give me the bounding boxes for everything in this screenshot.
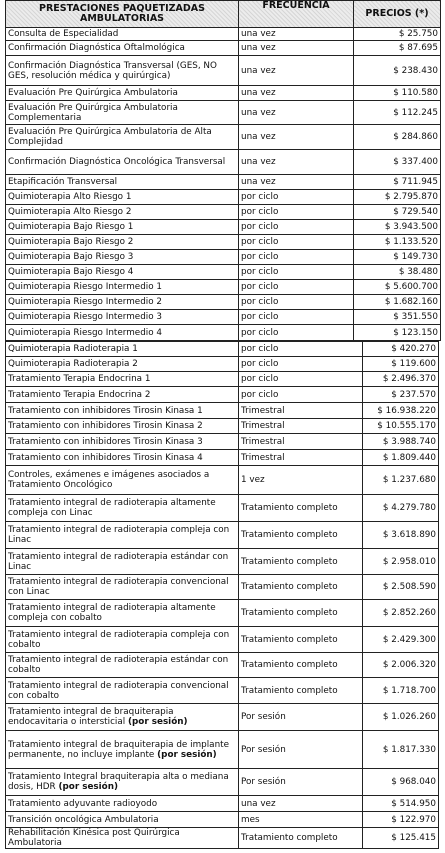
table-row bbox=[6, 769, 439, 796]
prestacion-name: Consulta de Especialidad bbox=[8, 29, 119, 39]
prestacion-name: Etapificación Transversal bbox=[8, 177, 118, 187]
prestacion-cell bbox=[6, 522, 239, 549]
prestacion-name: Tratamiento integral de radioterapia convencional con cobalto bbox=[8, 680, 229, 701]
prestacion-cell bbox=[6, 101, 239, 125]
frecuencia-cell: por ciclo bbox=[239, 280, 354, 295]
prestacion-cell bbox=[6, 653, 239, 678]
table-row bbox=[6, 403, 439, 419]
prestacion-name: Tratamiento Terapia Endocrina 1 bbox=[8, 374, 151, 384]
precio-cell: $ 2.006.320 bbox=[363, 653, 439, 678]
frecuencia-cell: por ciclo bbox=[239, 190, 354, 205]
prestacion-cell bbox=[6, 828, 239, 849]
prestacion-name: Rehabilitación Kinésica post Quirúrgica Ambulatoria bbox=[8, 828, 180, 848]
prestacion-cell bbox=[6, 342, 239, 357]
table-row bbox=[6, 125, 441, 150]
table-row bbox=[6, 600, 439, 627]
precio-cell: $ 1.718.700 bbox=[363, 678, 439, 704]
frecuencia-cell: Trimestral bbox=[239, 419, 363, 434]
prestacion-name: Quimioterapia Bajo Riesgo 1 bbox=[8, 222, 134, 232]
frecuencia-cell: por ciclo bbox=[239, 387, 363, 403]
prestacion-cell bbox=[6, 205, 239, 220]
prestacion-cell bbox=[6, 678, 239, 704]
prestacion-name: Quimioterapia Riesgo Intermedio 2 bbox=[8, 297, 163, 307]
table-row bbox=[6, 372, 439, 387]
header-precios: PRECIOS (*) bbox=[354, 1, 441, 28]
table-row bbox=[6, 419, 439, 434]
prestacion-cell bbox=[6, 235, 239, 250]
frecuencia-cell: una vez bbox=[239, 101, 354, 125]
precio-cell: $ 16.938.220 bbox=[363, 403, 439, 419]
frecuencia-cell: Tratamiento completo bbox=[239, 495, 363, 522]
table-row bbox=[6, 325, 441, 341]
frecuencia-cell: por ciclo bbox=[239, 325, 354, 341]
precio-cell: $ 10.555.170 bbox=[363, 419, 439, 434]
table-row bbox=[6, 265, 441, 280]
precio-cell: $ 25.750 bbox=[354, 28, 441, 41]
prestacion-name: Evaluación Pre Quirúrgica Ambulatoria bbox=[8, 88, 178, 98]
prestacion-cell bbox=[6, 325, 239, 341]
prestacion-cell bbox=[6, 28, 239, 41]
frecuencia-cell: por ciclo bbox=[239, 235, 354, 250]
frecuencia-cell: Por sesión bbox=[239, 769, 363, 796]
table-row bbox=[6, 310, 441, 325]
frecuencia-cell: Tratamiento completo bbox=[239, 575, 363, 600]
prestacion-cell bbox=[6, 295, 239, 310]
precio-cell: $ 4.279.780 bbox=[363, 495, 439, 522]
table-row bbox=[6, 828, 439, 849]
precio-cell: $ 87.695 bbox=[354, 41, 441, 56]
prestacion-cell bbox=[6, 466, 239, 495]
prestacion-cell bbox=[6, 419, 239, 434]
prestacion-name: Quimioterapia Radioterapia 1 bbox=[8, 344, 138, 354]
precio-cell: $ 112.245 bbox=[354, 101, 441, 125]
prestaciones-table-part1 bbox=[5, 0, 441, 341]
prestacion-name: Tratamiento adyuvante radioyodo bbox=[8, 798, 158, 809]
table-row bbox=[6, 205, 441, 220]
table-row bbox=[6, 731, 439, 769]
table-row bbox=[6, 342, 439, 357]
precio-cell: $ 1.809.440 bbox=[363, 450, 439, 466]
prestacion-cell bbox=[6, 812, 239, 828]
prestacion-name: Tratamiento Terapia Endocrina 2 bbox=[8, 389, 151, 400]
table-row bbox=[6, 387, 439, 403]
frecuencia-cell: una vez bbox=[239, 56, 354, 86]
prestacion-name: Tratamiento Integral braquiterapia alta o mediana dosis, HDR bbox=[8, 772, 229, 792]
prestacion-cell bbox=[6, 731, 239, 769]
prestacion-name: Tratamiento integral de radioterapia estándar con cobalto bbox=[8, 655, 229, 675]
frecuencia-cell: mes bbox=[239, 812, 363, 828]
prestacion-cell bbox=[6, 495, 239, 522]
prestaciones-table-part2 bbox=[5, 341, 439, 849]
frecuencia-cell: Tratamiento completo bbox=[239, 678, 363, 704]
precio-cell: $ 1.026.260 bbox=[363, 704, 439, 731]
frecuencia-cell: 1 vez bbox=[239, 466, 363, 495]
header-prestaciones: PRESTACIONES PAQUETIZADAS AMBULATORIAS bbox=[6, 1, 239, 28]
header-frecuencia: FRECUENCIA bbox=[239, 1, 354, 28]
table-row bbox=[6, 175, 441, 190]
precio-cell: $ 123.150 bbox=[354, 325, 441, 341]
table-row bbox=[6, 220, 441, 235]
table-row bbox=[6, 522, 439, 549]
precio-cell: $ 351.550 bbox=[354, 310, 441, 325]
prestacion-cell bbox=[6, 403, 239, 419]
table-row bbox=[6, 101, 441, 125]
prestacion-name: Quimioterapia Riesgo Intermedio 3 bbox=[8, 312, 163, 322]
frecuencia-cell: Tratamiento completo bbox=[239, 627, 363, 653]
prestacion-name-bold: (por sesión) bbox=[157, 749, 217, 760]
prestacion-cell bbox=[6, 450, 239, 466]
prestacion-cell bbox=[6, 704, 239, 731]
frecuencia-cell: por ciclo bbox=[239, 250, 354, 265]
prestacion-name: Quimioterapia Radioterapia 2 bbox=[8, 359, 138, 369]
frecuencia-cell: una vez bbox=[239, 28, 354, 41]
table-row bbox=[6, 796, 439, 812]
precio-cell: $ 238.430 bbox=[354, 56, 441, 86]
table-row bbox=[6, 434, 439, 450]
prestacion-cell bbox=[6, 220, 239, 235]
prestacion-cell bbox=[6, 56, 239, 86]
table-row bbox=[6, 235, 441, 250]
frecuencia-cell: por ciclo bbox=[239, 265, 354, 280]
prestacion-cell bbox=[6, 434, 239, 450]
precio-cell: $ 122.970 bbox=[363, 812, 439, 828]
precio-cell: $ 3.943.500 bbox=[354, 220, 441, 235]
frecuencia-cell: Tratamiento completo bbox=[239, 653, 363, 678]
frecuencia-cell: Trimestral bbox=[239, 434, 363, 450]
table-row bbox=[6, 653, 439, 678]
precio-cell: $ 2.429.300 bbox=[363, 627, 439, 653]
precio-cell: $ 420.270 bbox=[363, 342, 439, 357]
prestacion-name: Tratamiento integral de radioterapia altamente compleja con cobalto bbox=[8, 603, 216, 623]
prestacion-name-bold: (por sesión) bbox=[58, 782, 119, 792]
precio-cell: $ 2.508.590 bbox=[363, 575, 439, 600]
table-row bbox=[6, 56, 441, 86]
table-row bbox=[6, 280, 441, 295]
prestacion-name: Tratamiento integral de radioterapia convencional con Linac bbox=[8, 577, 229, 597]
frecuencia-cell: por ciclo bbox=[239, 205, 354, 220]
frecuencia-cell: Tratamiento completo bbox=[239, 522, 363, 549]
precio-cell: $ 1.682.160 bbox=[354, 295, 441, 310]
frecuencia-cell: Tratamiento completo bbox=[239, 600, 363, 627]
precio-cell: $ 3.618.890 bbox=[363, 522, 439, 549]
prestacion-cell bbox=[6, 549, 239, 575]
table-row bbox=[6, 295, 441, 310]
prestacion-cell bbox=[6, 280, 239, 295]
table-row bbox=[6, 190, 441, 205]
precio-cell: $ 1.817.330 bbox=[363, 731, 439, 769]
prestacion-cell bbox=[6, 357, 239, 372]
frecuencia-cell: por ciclo bbox=[239, 295, 354, 310]
prestacion-name: Quimioterapia Alto Riesgo 2 bbox=[8, 207, 132, 217]
prestacion-name: Transición oncológica Ambulatoria bbox=[8, 814, 159, 825]
prestacion-name: Tratamiento integral de radioterapia altamente compleja con Linac bbox=[8, 498, 216, 518]
frecuencia-cell: una vez bbox=[239, 175, 354, 190]
frecuencia-cell: por ciclo bbox=[239, 357, 363, 372]
prestacion-name: Tratamiento integral de radioterapia estándar con Linac bbox=[8, 551, 229, 572]
prestacion-name: Tratamiento con inhibidores Tirosin Kinasa 2 bbox=[8, 421, 203, 431]
frecuencia-cell: una vez bbox=[239, 796, 363, 812]
precio-cell: $ 711.945 bbox=[354, 175, 441, 190]
table-row bbox=[6, 575, 439, 600]
prestacion-name: Controles, exámenes e imágenes asociados a Tratamiento Oncológico bbox=[8, 470, 210, 490]
prestacion-cell bbox=[6, 769, 239, 796]
prestacion-name: Quimioterapia Riesgo Intermedio 4 bbox=[8, 327, 163, 338]
frecuencia-cell: Tratamiento completo bbox=[239, 828, 363, 849]
frecuencia-cell: Trimestral bbox=[239, 403, 363, 419]
frecuencia-cell: por ciclo bbox=[239, 342, 363, 357]
prestacion-name: Confirmación Diagnóstica Transversal (GES, NO GES, resolución médica y quirúrgica) bbox=[8, 60, 217, 81]
prestacion-name: Tratamiento integral de radioterapia compleja con Linac bbox=[8, 525, 230, 545]
frecuencia-cell: por ciclo bbox=[239, 372, 363, 387]
table-row bbox=[6, 450, 439, 466]
prestacion-cell bbox=[6, 86, 239, 101]
precio-cell: $ 1.133.520 bbox=[354, 235, 441, 250]
precio-cell: $ 3.988.740 bbox=[363, 434, 439, 450]
precio-cell: $ 968.040 bbox=[363, 769, 439, 796]
frecuencia-cell: por ciclo bbox=[239, 220, 354, 235]
prestacion-name: Tratamiento con inhibidores Tirosin Kinasa 1 bbox=[8, 405, 203, 416]
prestacion-cell bbox=[6, 600, 239, 627]
prestacion-cell bbox=[6, 265, 239, 280]
precio-cell: $ 2.852.260 bbox=[363, 600, 439, 627]
prestacion-cell bbox=[6, 575, 239, 600]
precio-cell: $ 514.950 bbox=[363, 796, 439, 812]
prestacion-name: Evaluación Pre Quirúrgica Ambulatoria de Alta Complejidad bbox=[8, 127, 212, 147]
prestacion-name: Tratamiento integral de radioterapia compleja con cobalto bbox=[8, 629, 230, 650]
prestacion-name: Quimioterapia Bajo Riesgo 4 bbox=[8, 267, 134, 277]
prestacion-name: Quimioterapia Alto Riesgo 1 bbox=[8, 192, 132, 202]
prestacion-name: Tratamiento con inhibidores Tirosin Kinasa 3 bbox=[8, 436, 203, 447]
table-header-row bbox=[6, 1, 441, 28]
prestacion-cell bbox=[6, 150, 239, 175]
table-row bbox=[6, 812, 439, 828]
prestacion-name: Quimioterapia Riesgo Intermedio 1 bbox=[8, 282, 163, 292]
precio-cell: $ 38.480 bbox=[354, 265, 441, 280]
table-row bbox=[6, 678, 439, 704]
prestacion-cell bbox=[6, 175, 239, 190]
prestacion-cell bbox=[6, 41, 239, 56]
frecuencia-cell: una vez bbox=[239, 41, 354, 56]
table-row bbox=[6, 41, 441, 56]
prestacion-cell bbox=[6, 125, 239, 150]
table-row bbox=[6, 150, 441, 175]
precio-cell: $ 2.958.010 bbox=[363, 549, 439, 575]
prestacion-name: Tratamiento integral de braquiterapia de implante permanente, no incluye implante bbox=[8, 739, 229, 760]
prestacion-name: Evaluación Pre Quirúrgica Ambulatoria Complementaria bbox=[8, 102, 178, 123]
frecuencia-cell: una vez bbox=[239, 86, 354, 101]
prestacion-cell bbox=[6, 796, 239, 812]
precio-cell: $ 337.400 bbox=[354, 150, 441, 175]
frecuencia-cell: Por sesión bbox=[239, 704, 363, 731]
prestacion-cell bbox=[6, 250, 239, 265]
prestacion-cell bbox=[6, 387, 239, 403]
precio-cell: $ 237.570 bbox=[363, 387, 439, 403]
table-row bbox=[6, 250, 441, 265]
prestacion-cell bbox=[6, 310, 239, 325]
table-row bbox=[6, 495, 439, 522]
prestacion-name: Tratamiento integral de braquiterapia endocavitaria o intersticial bbox=[8, 707, 174, 727]
precio-cell: $ 284.860 bbox=[354, 125, 441, 150]
frecuencia-cell: una vez bbox=[239, 150, 354, 175]
prestacion-cell bbox=[6, 190, 239, 205]
prestacion-cell bbox=[6, 372, 239, 387]
precio-cell: $ 2.795.870 bbox=[354, 190, 441, 205]
table-row bbox=[6, 466, 439, 495]
table-row bbox=[6, 357, 439, 372]
precio-cell: $ 110.580 bbox=[354, 86, 441, 101]
precio-cell: $ 149.730 bbox=[354, 250, 441, 265]
frecuencia-cell: por ciclo bbox=[239, 310, 354, 325]
precio-cell: $ 5.600.700 bbox=[354, 280, 441, 295]
precio-cell: $ 729.540 bbox=[354, 205, 441, 220]
precio-cell: $ 2.496.370 bbox=[363, 372, 439, 387]
prestacion-name: Quimioterapia Bajo Riesgo 2 bbox=[8, 237, 134, 247]
table-row bbox=[6, 627, 439, 653]
precio-cell: $ 119.600 bbox=[363, 357, 439, 372]
frecuencia-cell: Trimestral bbox=[239, 450, 363, 466]
prestacion-name: Confirmación Diagnóstica Oftalmológica bbox=[8, 43, 185, 53]
prestacion-name: Confirmación Diagnóstica Oncológica Transversal bbox=[8, 157, 226, 167]
prestacion-name: Quimioterapia Bajo Riesgo 3 bbox=[8, 252, 134, 262]
frecuencia-cell: una vez bbox=[239, 125, 354, 150]
frecuencia-cell: Por sesión bbox=[239, 731, 363, 769]
precio-cell: $ 125.415 bbox=[363, 828, 439, 849]
table-row bbox=[6, 28, 441, 41]
prestacion-cell bbox=[6, 627, 239, 653]
table-row bbox=[6, 704, 439, 731]
frecuencia-cell: Tratamiento completo bbox=[239, 549, 363, 575]
prestacion-name-bold: (por sesión) bbox=[127, 717, 188, 727]
precio-cell: $ 1.237.680 bbox=[363, 466, 439, 495]
table-row bbox=[6, 86, 441, 101]
table-row bbox=[6, 549, 439, 575]
prestacion-name: Tratamiento con inhibidores Tirosin Kinasa 4 bbox=[8, 452, 203, 463]
